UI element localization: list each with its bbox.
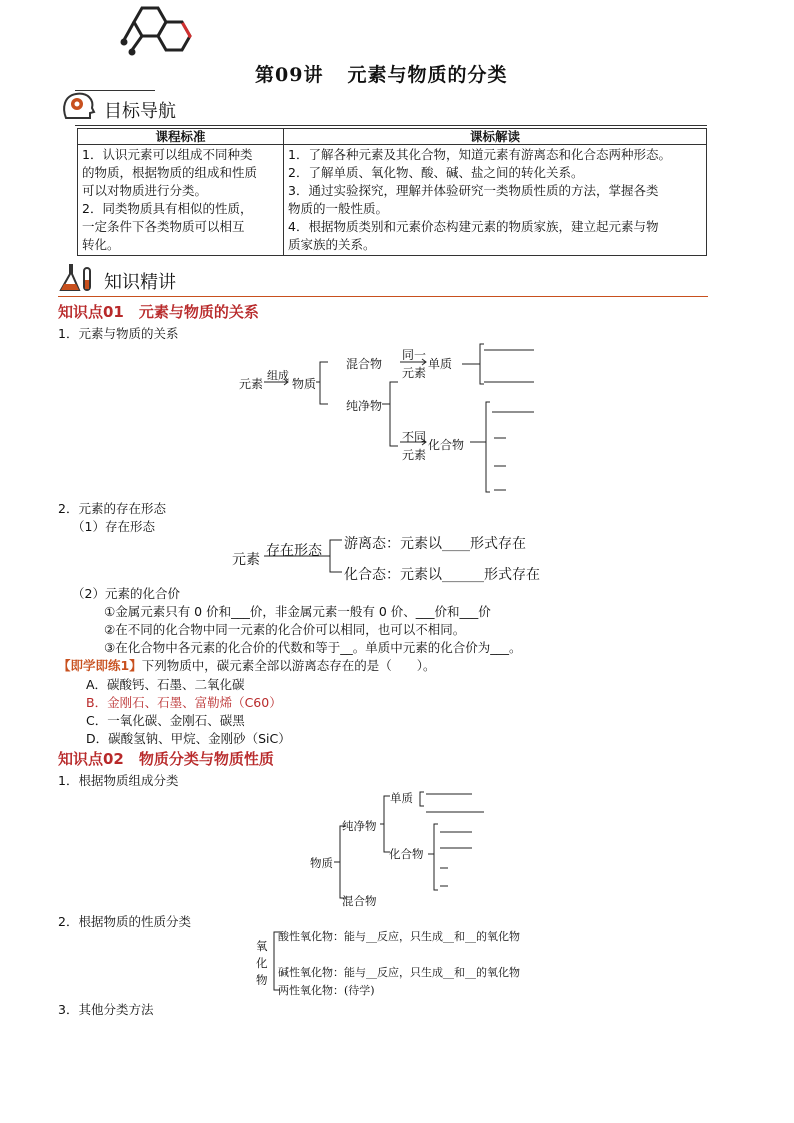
- knowledge-point-heading: 知识点01 元素与物质的关系: [58, 303, 259, 321]
- diagram-label: 纯净物: [342, 819, 377, 833]
- element-matter-diagram: [230, 338, 550, 498]
- sub-heading: （2）元素的化合价: [72, 586, 180, 601]
- diagram-label: 组成: [267, 369, 289, 382]
- table-header: 课程标准: [78, 129, 284, 145]
- item-heading: 3．其他分类方法: [58, 1002, 154, 1017]
- divider: [58, 296, 708, 297]
- diagram-label: 氧: [256, 939, 268, 953]
- practice-label: 【即学即练1】: [58, 658, 142, 673]
- standards-table: [77, 128, 707, 256]
- diagram-label: 化: [256, 956, 268, 970]
- option-c: C．一氧化碳、金刚石、碳黑: [86, 713, 245, 728]
- item-heading: 1．根据物质组成分类: [58, 773, 179, 788]
- page-title: 第09讲 元素与物质的分类: [255, 64, 508, 86]
- divider: [75, 125, 707, 126]
- diagram-label: 化合物: [389, 847, 424, 861]
- diagram-label: 碱性氧化物：能与__反应，只生成__和__的氧化物: [278, 966, 520, 979]
- diagram-label: 单质: [390, 791, 413, 805]
- text-line: ①金属元素只有 0 价和___价，非金属元素一般有 0 价、___价和___价: [104, 604, 491, 619]
- sub-heading: （1）存在形态: [72, 519, 155, 534]
- diagram-label: 化合物: [428, 438, 465, 452]
- diagram-label: 元素: [402, 366, 427, 380]
- item-heading: 2．元素的存在形态: [58, 501, 166, 516]
- diagram-label: 元素: [239, 377, 264, 391]
- diagram-label: 不同: [402, 430, 427, 444]
- lab-flask-icon: [58, 260, 98, 296]
- diagram-label: 存在形态: [266, 543, 322, 559]
- option-b: B．金刚石、石墨、富勒烯（C60）: [86, 695, 282, 710]
- diagram-label: 同一: [402, 348, 427, 362]
- diagram-label: 元素: [232, 552, 260, 568]
- practice-question: [58, 656, 435, 674]
- practice-question-text: 下列物质中，碳元素全部以游离态存在的是（ ）。: [141, 658, 436, 673]
- diagram-label: 物质: [292, 377, 317, 391]
- diagram-label: 混合物: [342, 894, 377, 908]
- diagram-label: 单质: [428, 357, 453, 371]
- knowledge-point-heading: 知识点02 物质分类与物质性质: [58, 750, 274, 768]
- section-heading-knowledge: 知识精讲: [104, 272, 176, 293]
- hexagon-molecule-icon: [120, 0, 200, 58]
- diagram-label: 元素: [402, 448, 427, 462]
- diagram-label: 混合物: [346, 357, 383, 371]
- diagram-label: 物: [256, 973, 268, 987]
- section-heading-goals: 目标导航: [104, 101, 176, 122]
- brain-head-icon: [60, 90, 96, 122]
- text-line: ②在不同的化合物中同一元素的化合价可以相同，也可以不相同。: [104, 622, 466, 637]
- text-line: ③在化合物中各元素的化合价的代数和等于__。单质中元素的化合价为___。: [104, 640, 522, 655]
- option-a: A．碳酸钙、石墨、二氧化碳: [86, 677, 245, 692]
- diagram-label: 酸性氧化物：能与__反应，只生成__和__的氧化物: [278, 930, 520, 943]
- item-heading: 1．元素与物质的关系: [58, 326, 179, 341]
- diagram-label: 游离态：元素以____形式存在: [344, 536, 526, 552]
- table-header: 课标解读: [284, 129, 707, 145]
- table-cell: 1．认识元素可以组成不同种类 的物质，根据物质的组成和性质 可以对物质进行分类。 2．同类物质具有相似的性质， 一定条件下各类物质可以相互 转化。: [78, 145, 284, 256]
- option-d: D．碳酸氢钠、甲烷、金刚砂（SiC）: [86, 731, 291, 746]
- diagram-label: 纯净物: [346, 399, 383, 413]
- diagram-label: 物质: [310, 856, 333, 870]
- table-cell: 1．了解各种元素及其化合物，知道元素有游离态和化合态两种形态。 2．了解单质、氧化物、酸、碱、盐之间的转化关系。 3．通过实验探究，理解并体验研究一类物质性质的方法，掌握各类 物质的一般性质。 4．根据物质类别和元素价态构建元素的物质家族，建立起元素与物 质家族的关系。: [284, 145, 707, 256]
- diagram-label: 化合态：元素以______形式存在: [344, 567, 540, 583]
- diagram-label: 两性氧化物：(待学): [278, 984, 375, 997]
- item-heading: 2．根据物质的性质分类: [58, 914, 191, 929]
